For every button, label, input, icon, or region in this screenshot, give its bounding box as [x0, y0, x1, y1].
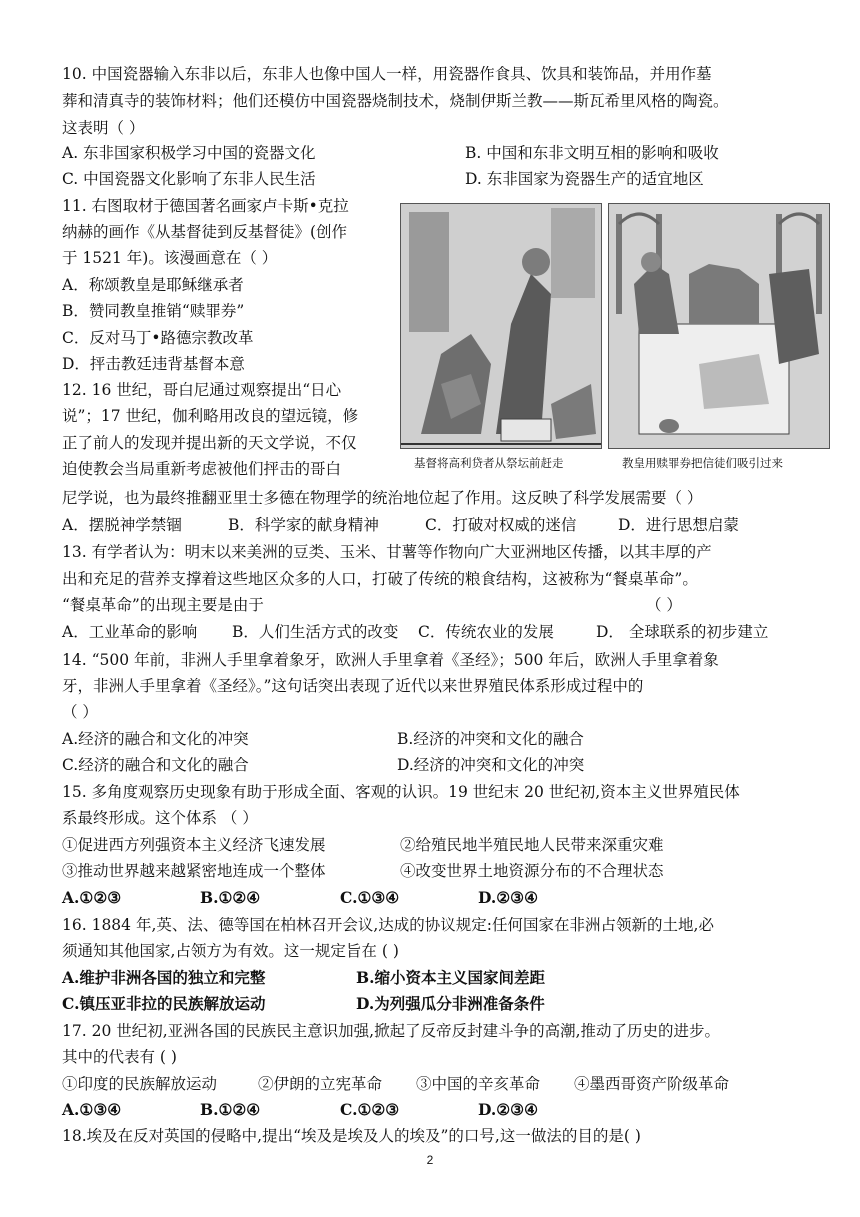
- q16-option-c: C.镇压亚非拉的民族解放运动: [62, 994, 266, 1013]
- q17-statement-1: ①印度的民族解放运动: [62, 1075, 218, 1093]
- q13-stem-line3: “餐桌革命”的出现主要是由于: [62, 596, 264, 614]
- q10-stem-line1: 10. 中国瓷器输入东非以后，东非人也像中国人一样，用瓷器作食具、饮具和装饰品，并用作墓: [62, 65, 712, 83]
- woodcut-left-panel: [400, 203, 602, 449]
- q15-option-a: A.①②③: [62, 888, 122, 907]
- q15-option-c: C.①③④: [340, 888, 400, 907]
- q15-statement-2: ②给殖民地半殖民地人民带来深重灾难: [400, 836, 664, 854]
- q14-option-d: D.经济的冲突和文化的冲突: [397, 756, 585, 774]
- q12-stem-line1: 12. 16 世纪，哥白尼通过观察提出“日心: [62, 381, 342, 399]
- q11-stem-line2: 纳赫的画作《从基督徒到反基督徒》(创作: [62, 223, 348, 241]
- q16-option-b: B.缩小资本主义国家间差距: [356, 968, 545, 987]
- q13-answer-paren: （ ）: [646, 596, 682, 614]
- q16-option-d: D.为列强瓜分非洲准备条件: [356, 994, 545, 1013]
- q17-option-c: C.①②③: [340, 1100, 400, 1119]
- q12-option-c: C．打破对权威的迷信: [425, 516, 577, 534]
- woodcut-figure: [400, 203, 834, 476]
- q17-option-b: B.①②④: [200, 1100, 261, 1119]
- q15-statement-4: ④改变世界土地资源分布的不合理状态: [400, 862, 664, 880]
- q14-stem-line1: 14. “500 年前，非洲人手里拿着象牙，欧洲人手里拿着《圣经》；500 年后，欧洲人手里拿着象: [62, 651, 719, 669]
- q17-stem-line2: 其中的代表有 ( ): [62, 1048, 177, 1066]
- q11-option-a: A．称颂教皇是耶稣继承者: [62, 276, 244, 294]
- q10-option-b: B. 中国和东非文明互相的影响和吸收: [465, 144, 719, 162]
- q17-option-d: D.②③④: [478, 1100, 538, 1119]
- q12-stem-line5: 尼学说，也为最终推翻亚里士多德在物理学的统治地位起了作用。这反映了科学发展需要（ ）: [62, 489, 703, 507]
- q14-option-a: A.经济的融合和文化的冲突: [62, 730, 249, 748]
- q13-stem-line1: 13. 有学者认为：明末以来美洲的豆类、玉米、甘薯等作物向广大亚洲地区传播，以其丰厚的产: [62, 543, 712, 561]
- figure-caption-left: 基督将高利贷者从祭坛前赶走: [414, 456, 564, 470]
- q17-option-a: A.①③④: [62, 1100, 122, 1119]
- q17-stem-line1: 17. 20 世纪初,亚洲各国的民族民主意识加强,掀起了反帝反封建斗争的高潮,推动了历史的进步。: [62, 1022, 721, 1040]
- q15-stem-line1: 15. 多角度观察历史现象有助于形成全面、客观的认识。19 世纪末 20 世纪初,资本主义世界殖民体: [62, 783, 740, 801]
- q17-statement-2: ②伊朗的立宪革命: [258, 1075, 383, 1093]
- q10-stem-line3: 这表明（ ）: [62, 119, 145, 137]
- q14-option-b: B.经济的冲突和文化的融合: [397, 730, 584, 748]
- q11-option-c: C．反对马丁•路德宗教改革: [62, 329, 254, 347]
- woodcut-right-illustration: [609, 204, 829, 448]
- q13-option-c: C．传统农业的发展: [418, 623, 554, 641]
- q12-stem-line4: 迫使教会当局重新考虑被他们抨击的哥白: [62, 460, 342, 478]
- page-number: 2: [426, 1153, 434, 1167]
- q15-statement-3: ③推动世界越来越紧密地连成一个整体: [62, 862, 326, 880]
- q16-option-a: A.维护非洲各国的独立和完整: [62, 968, 266, 987]
- q14-stem-line2: 牙，非洲人手里拿着《圣经》。”这句话突出表现了近代以来世界殖民体系形成过程中的: [62, 677, 644, 695]
- woodcut-right-panel: [608, 203, 830, 449]
- q13-option-a: A．工业革命的影响: [62, 623, 198, 641]
- q14-option-c: C.经济的融合和文化的融合: [62, 756, 249, 774]
- q12-option-d: D．进行思想启蒙: [618, 516, 739, 534]
- q13-stem-line2: 出和充足的营养支撑着这些地区众多的人口，打破了传统的粮食结构，这被称为“餐桌革命”。: [62, 570, 698, 588]
- q10-option-a: A. 东非国家积极学习中国的瓷器文化: [62, 144, 316, 162]
- q13-option-d: D． 全球联系的初步建立: [596, 623, 769, 641]
- q15-statement-1: ①促进西方列强资本主义经济飞速发展: [62, 836, 326, 854]
- q11-option-d: D．抨击教廷违背基督本意: [62, 355, 245, 373]
- q12-stem-line2: 说”；17 世纪，伽利略用改良的望远镜，修: [62, 407, 359, 425]
- q10-stem-line2: 葬和清真寺的装饰材料；他们还模仿中国瓷器烧制技术，烧制伊斯兰教——斯瓦希里风格的陶瓷。: [62, 92, 729, 110]
- q18-stem-line1: 18.埃及在反对英国的侵略中,提出“埃及是埃及人的埃及”的口号,这一做法的目的是( ): [62, 1127, 641, 1145]
- q17-statement-4: ④墨西哥资产阶级革命: [574, 1075, 730, 1093]
- q17-statement-3: ③中国的辛亥革命: [416, 1075, 541, 1093]
- q15-stem-line2: 系最终形成。这个体系 （ ）: [62, 809, 258, 827]
- q13-option-b: B．人们生活方式的改变: [232, 623, 399, 641]
- woodcut-left-illustration: [401, 204, 601, 448]
- q10-option-c: C. 中国瓷器文化影响了东非人民生活: [62, 170, 316, 188]
- q14-stem-line3: （ ）: [62, 703, 98, 721]
- q15-option-b: B.①②④: [200, 888, 261, 907]
- q12-stem-line3: 正了前人的发现并提出新的天文学说，不仅: [62, 434, 357, 452]
- q11-option-b: B．赞同教皇推销“赎罪券”: [62, 302, 245, 320]
- q16-stem-line2: 须通知其他国家,占领方为有效。这一规定旨在 ( ): [62, 942, 399, 960]
- figure-caption-right: 教皇用赎罪券把信徒们吸引过来: [622, 456, 783, 470]
- q15-option-d: D.②③④: [478, 888, 538, 907]
- q11-stem-line1: 11. 右图取材于德国著名画家卢卡斯•克拉: [62, 197, 349, 215]
- q11-stem-line3: 于 1521 年)。该漫画意在（ ）: [62, 249, 278, 267]
- q16-stem-line1: 16. 1884 年,英、法、德等国在柏林召开会议,达成的协议规定:任何国家在非洲占领新的土地,必: [62, 916, 714, 934]
- q12-option-a: A．摆脱神学禁锢: [62, 516, 182, 534]
- q10-option-d: D. 东非国家为瓷器生产的适宜地区: [465, 170, 704, 188]
- q12-option-b: B．科学家的献身精神: [228, 516, 379, 534]
